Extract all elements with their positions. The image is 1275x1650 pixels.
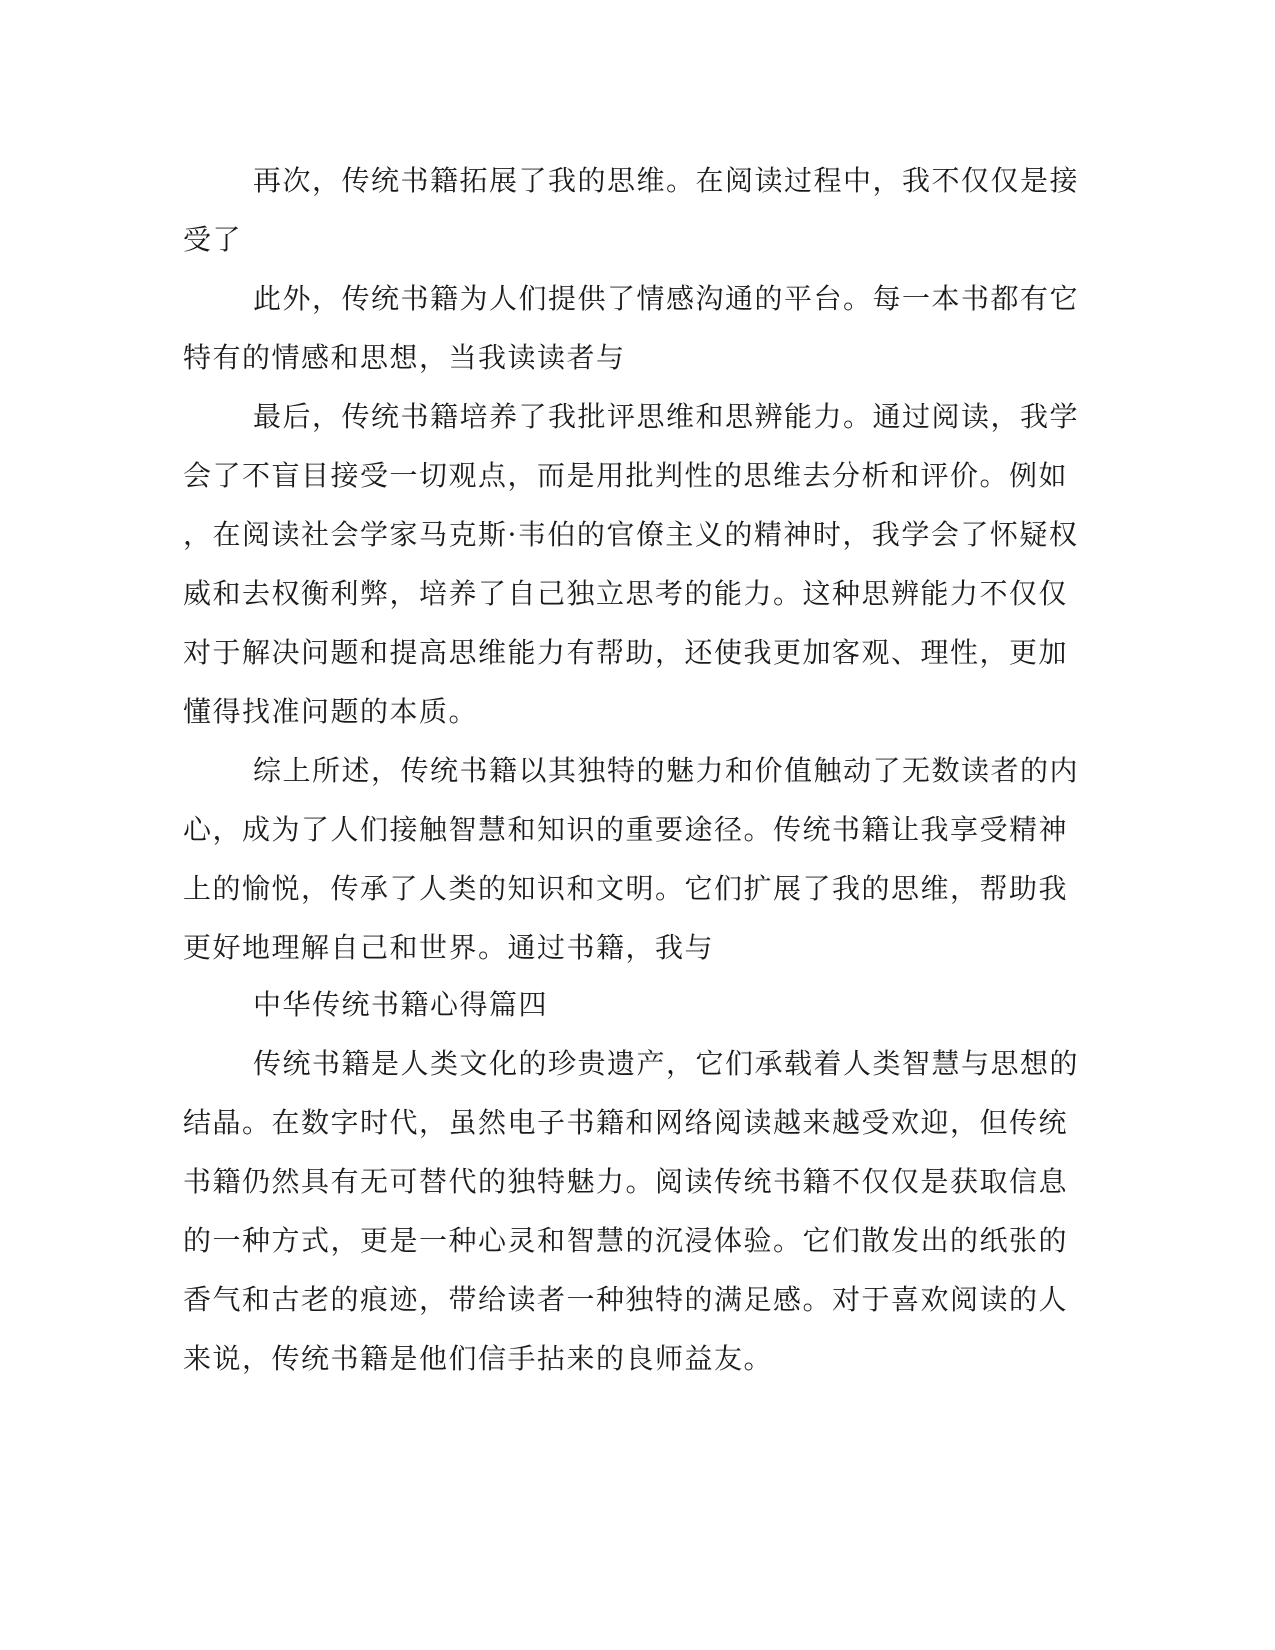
paragraph-3-line-6: 懂得找准问题的本质。 [183,695,479,728]
paragraph-3-line-4: 威和去权衡利弊，培养了自己独立思考的能力。这种思辨能力不仅仅 [183,577,1069,610]
paragraph-6-line-4: 的一种方式，更是一种心灵和智慧的沉浸体验。它们散发出的纸张的 [183,1224,1069,1257]
paragraph-3-line-2: 会了不盲目接受一切观点，而是用批判性的思维去分析和评价。例如 [183,459,1069,492]
paragraph-1-line-2: 受了 [183,223,243,256]
paragraph-4-line-1: 综上所述，传统书籍以其独特的魅力和价值触动了无数读者的内 [253,754,1080,787]
paragraph-3-line-3: ，在阅读社会学家马克斯·韦伯的官僚主义的精神时，我学会了怀疑权 [183,518,1079,551]
section-heading: 中华传统书籍心得篇四 [253,988,549,1021]
paragraph-1-line-1: 再次，传统书籍拓展了我的思维。在阅读过程中，我不仅仅是接 [253,164,1080,197]
paragraph-6-line-2: 结晶。在数字时代，虽然电子书籍和网络阅读越来越受欢迎，但传统 [183,1106,1069,1139]
paragraph-6-line-3: 书籍仍然具有无可替代的独特魅力。阅读传统书籍不仅仅是获取信息 [183,1165,1069,1198]
paragraph-6-line-1: 传统书籍是人类文化的珍贵遗产，它们承载着人类智慧与思想的 [253,1047,1080,1080]
paragraph-6-line-6: 来说，传统书籍是他们信手拈来的良师益友。 [183,1342,774,1375]
paragraph-6-line-5: 香气和古老的痕迹，带给读者一种独特的满足感。对于喜欢阅读的人 [183,1283,1069,1316]
paragraph-4-line-4: 更好地理解自己和世界。通过书籍，我与 [183,931,715,964]
paragraph-3-line-5: 对于解决问题和提高思维能力有帮助，还使我更加客观、理性，更加 [183,636,1069,669]
paragraph-2-line-2: 特有的情感和思想，当我读读者与 [183,341,626,374]
paragraph-3-line-1: 最后，传统书籍培养了我批评思维和思辨能力。通过阅读，我学 [253,400,1080,433]
paragraph-2-line-1: 此外，传统书籍为人们提供了情感沟通的平台。每一本书都有它 [253,282,1080,315]
paragraph-4-line-3: 上的愉悦，传承了人类的知识和文明。它们扩展了我的思维，帮助我 [183,872,1069,905]
paragraph-4-line-2: 心，成为了人们接触智慧和知识的重要途径。传统书籍让我享受精神 [183,813,1069,846]
